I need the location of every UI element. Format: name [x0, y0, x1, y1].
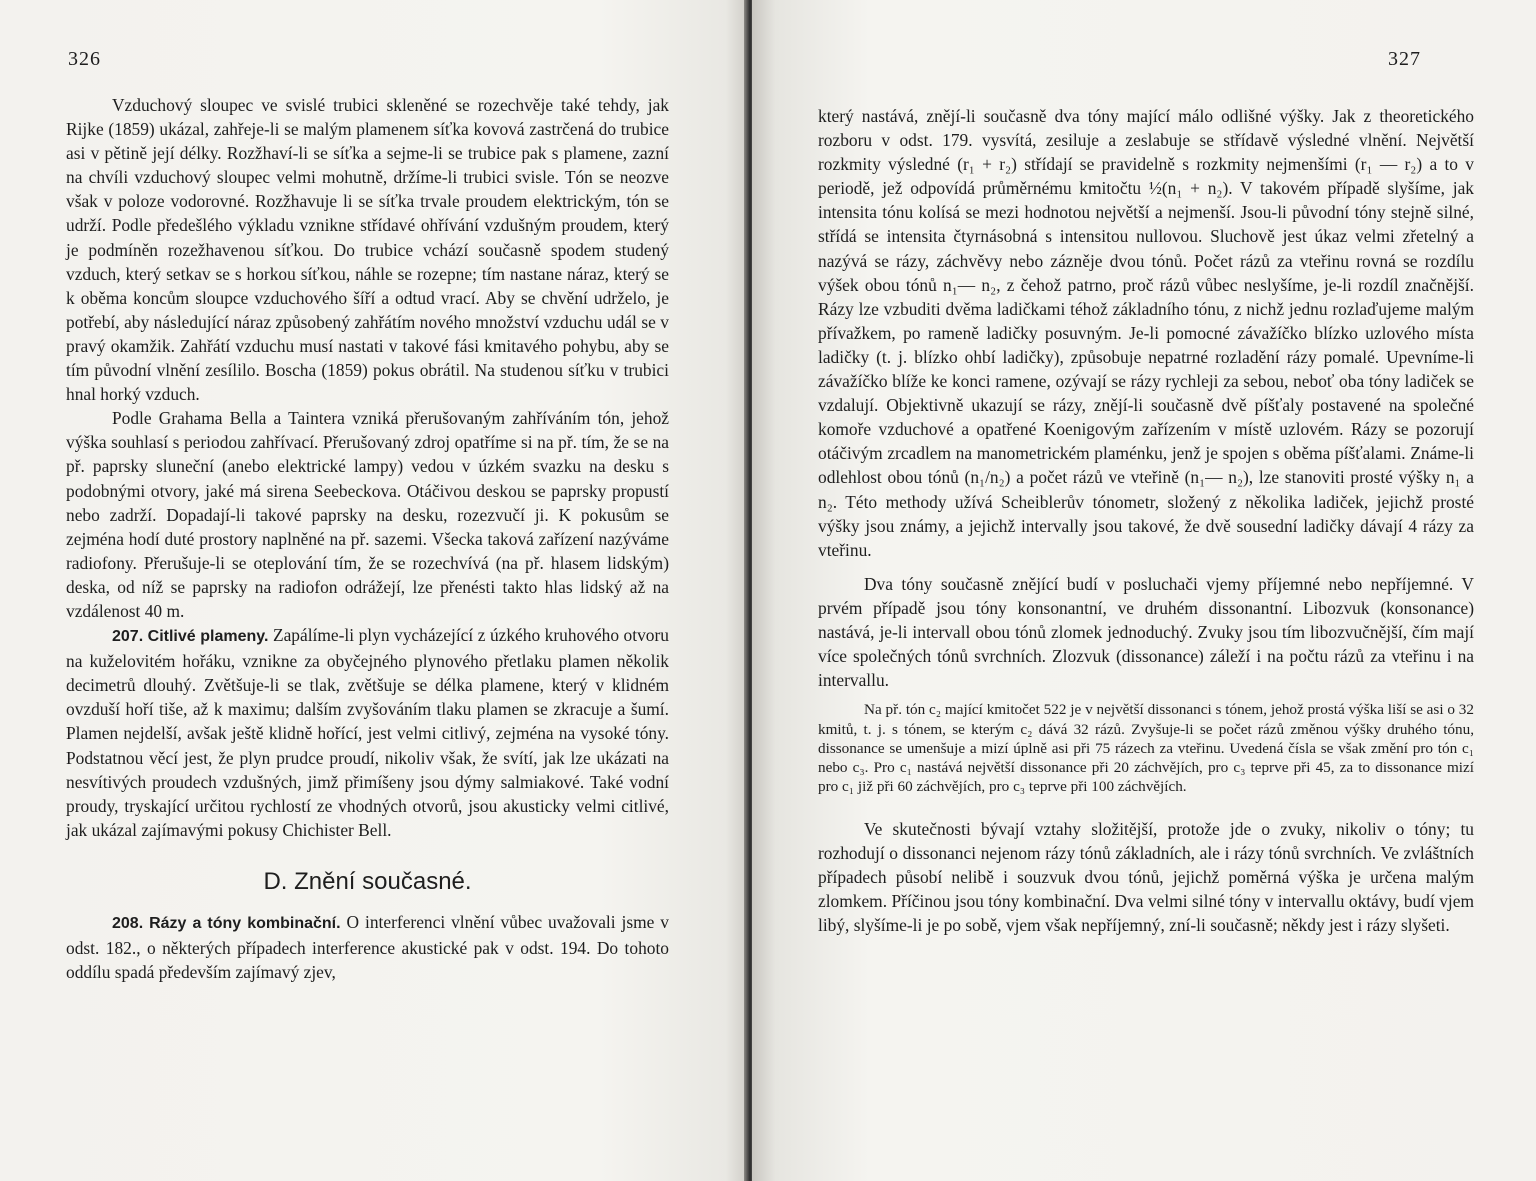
- section-text: Zapálíme-li plyn vycházející z úzkého kruhového otvoru na kuželovitém hořáku, vznikne za obyčejného plynového přetlaku plamen několik decimetrů dlouhý. Zvětšuje-li se tlak, zvětšuje se délka plamene, který v klidném ovzduší hoří tiše, až k maximu; dalším zvyšováním tlaku plamen se zkracuje a šumí. Plamen nejdelší, avšak ještě klidně hořící, jest velmi citlivý, zejména na vysoké tóny. Podstatnou věcí jest, že plyn prudce proudí, nikoliv však, že svítí, jak lze ukázati na nesvítivých proudech vzdušných, jimž přimíšeny jsou dýmy salmiakové. Také vodní proudy, tryskající určitou rychlostí ze vhodných otvorů, jsou akusticky velmi citlivé, jak ukázal zajímavými pokusy Chichister Bell.: [66, 625, 669, 840]
- right-page: [752, 0, 1536, 1181]
- section-title: Rázy a tóny kombinační.: [149, 914, 341, 932]
- paragraph: který nastává, znějí-li současně dva tóny mající málo odlišné výšky. Jak z theoretického rozboru v odst. 179. vysvítá, zesiluje a zeslabuje se střídavě výsledné vlnění. Největší rozkmity výsledné (r₁ + r₂) střídají se pravidelně s rozkmity nejmenšími (r₁ — r₂) a to v periodě, jež odpovídá průměrnému kmitočtu ½(n₁ + n₂). V takovém případě slyšíme, jak intensita tónu kolísá se mezi hodnotou největší a nejmenší. Jsou-li původní tóny stejně silné, střídá se intensita čtyrnásobná s intensitou nullovou. Sluchově jest úkaz velmi zřetelný a nazývá se rázy, záchvěvy nebo zázněje dvou tónů. Počet rázů za vteřinu rovná se rozdílu výšek obou tónů n₁— n₂, z čehož patrno, proč rázů vůbec neslyšíme, je-li rozdíl značnější. Rázy lze vzbuditi dvěma ladičkami téhož základního tónu, z nichž jednu rozlaďujeme malým přívažkem, po rameně ladičky posuvným. Je-li pomocné závažíčko blízko uzlového místa ladičky (t. j. blízko ohbí ladičky), způsobuje nepatrné rozladění rázy pomalé. Upevníme-li závažíčko blíže ke konci ramene, ozývají se rázy rychleji za sebou, neboť oba tóny ladiček se vzdalují. Objektivně ukazují se rázy, znějí-li současně dvě píšťaly postavené na společné komoře vzduchové a opatřené Koenigovým zařízením v místě uzlovém. Rázy se pozorují otáčivým zrcadlem na manometrickém plaménku, jenž je spojen s oběma píšťalami. Známe-li odlehlost obou tónů (n₁/n₂) a počet rázů ve vteřině (n₁— n₂), lze stanoviti prosté výšky n₁ a n₂. Této methody užívá Scheiblerův tónometr, složený z několika ladiček, jejichž prosté výšky jsou známy, a jejichž intervally jsou takové, že dvě sousední ladičky dávají 4 rázy za vteřinu.: [818, 106, 1474, 560]
- paragraph: Podle Grahama Bella a Taintera vzniká přerušovaným zahříváním tón, jehož výška souhlasí s periodou zahřívací. Přerušovaný zdroj opatříme si na př. tím, že se na př. paprsky sluneční (anebo elektrické lampy) vedou v úzkém svazku na desku s podobnými otvory, jaké má sirena Seebeckova. Otáčivou deskou se paprsky propustí nebo zadrží. Dopadají-li takové paprsky na desku, rozezvučí ji. K pokusům se zejména hodí duté prostory naplněné na př. sazemi. Všecka taková zařízení nazýváme radiofony. Přerušuje-li se oteplování tím, že se rozechvívá (na př. hlasem lidským) deska, od níž se paprsky na radiofon odrážejí, lze přenésti takto hlas lidský až na vzdálenost 40 m.: [66, 408, 669, 621]
- paragraph: Dva tóny současně znějící budí v posluchači vjemy příjemné nebo nepříjemné. V prvém případě jsou tóny konsonantní, ve druhém dissonantní. Libozvuk (konsonance) nastává, je-li intervall obou tónů zlomek jednoduchý. Zvuky jsou tím libozvučnější, čím mají více společných tónů svrchních. Zlozvuk (dissonance) záleží i na počtu rázů za vteřinu i na intervallu.: [818, 573, 1474, 691]
- section-title: Citlivé plameny.: [147, 628, 269, 646]
- paragraph: Ve skutečnosti bývají vztahy složitější, protože jde o zvuky, nikoliv o tóny; tu rozhodují o dissonanci nejenom rázy tónů základních, ale i rázy tónů svrchních. Ve zvláštních případech působí nelibě i souzvuk dvou tónů, jejichž poměrná výška je určena malým zlomkem. Příčinou jsou tóny kombinační. Dva velmi silné tóny v intervallu oktávy, budí vjem libý, slyšíme-li je po sobě, vjem však nepříjemný, zní-li současně; někdy jest i rázy slyšeti.: [818, 818, 1474, 936]
- section-207: [66, 623, 669, 842]
- chapter-heading: D. Znění současné.: [263, 867, 472, 895]
- right-text-column: [818, 104, 1474, 937]
- left-page: [0, 0, 748, 1181]
- page-number: 326: [68, 48, 101, 70]
- left-text-column: [66, 93, 669, 984]
- section-number: 207.: [112, 628, 144, 646]
- page-number: 327: [1388, 48, 1421, 70]
- footnote-paragraph: Na př. tón c₂ mající kmitočet 522 je v největší dissonanci s tónem, jehož prostá výška liší se asi o 32 kmitů, t. j. s tónem, se kterým c₂ dává 32 rázů. Zvyšuje-li se počet rázů změnou výšky druhého tónu, dissonance se umenšuje a mizí úplně asi při 75 rázech za vteřinu. Uvedená čísla se však změní pro tón c₁ nebo c₃. Pro c₁ nastává největší dissonance při 20 záchvějích, pro c₃ teprve při 45, za to dissonance mizí pro c₁ již při 60 záchvějích, pro c₃ teprve při 100 záchvějích.: [818, 701, 1474, 796]
- section-text: O interferenci vlnění vůbec uvažovali jsme v odst. 182., o některých případech interference akustické pak v odst. 194. Do tohoto oddílu spadá především zajímavý zjev,: [66, 911, 669, 983]
- paragraph: Vzduchový sloupec ve svislé trubici skleněné se rozechvěje také tehdy, jak Rijke (1859) ukázal, zahřeje-li se malým plamenem síťka kovová zastrčená do trubice asi v pětině její délky. Rozžhaví-li se síťka a sejme-li se trubice pak s plamene, zazní na chvíli vzduchový sloupec velmi mohutně, držíme-li trubici svisle. Tón se neozve však v poloze vodorovné. Rozžhavuje li se síťka trvale proudem elektrickým, tón se udrží. Podle předešlého výkladu vznikne střídavé ohřívání vzdušným proudem, který je podmíněn rozežhavenou síťkou. Do trubice vchází současně spodem studený vzduch, který setkav se s horkou síťkou, náhle se rozepne; tím nastane náraz, který se k oběma koncům sloupce vzduchového šíří a odtud vrací. Aby se chvění udrželo, je potřebí, aby následující náraz způsobený zahřátím nového množství vzduchu udál se v pravý okamžik. Zahřátí vzduchu musí nastati v takové fási kmitavého pohybu, aby se tím původní vlnění zesílilo. Boscha (1859) pokus obrátil. Na studenou síťku v trubici hnal horký vzduch.: [66, 95, 669, 405]
- section-number: 208.: [112, 914, 144, 932]
- section-208: [66, 910, 669, 984]
